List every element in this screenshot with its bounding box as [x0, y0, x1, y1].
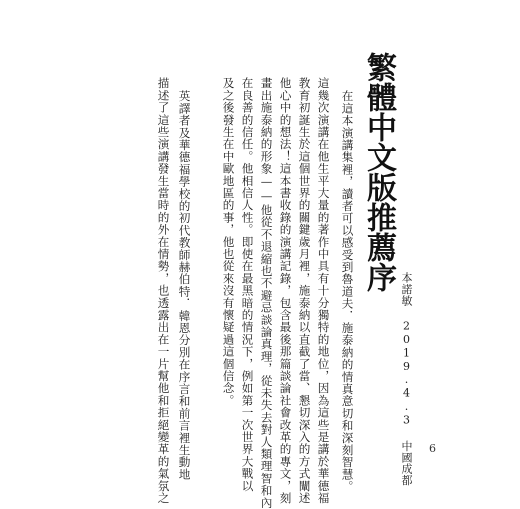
paragraph-line-5: 畫出施泰納的形象——他從不退縮也不避忌談論真理，從未失去對人類理智和內 [259, 77, 274, 509]
paragraph-line-2: 這幾次演講在他生平大量的著作中具有十分獨特的地位，因為這些是講於華德福 [316, 77, 331, 504]
paragraph-line-9: 描述了這些演講發生當時的外在情勢，也透露出在一片幫他和拒絕變革的氣氛之 [156, 77, 171, 504]
paragraph-line-7: 及之後發生在中歐地區的事，他也從來沒有懷疑過這個信念。 [221, 77, 236, 407]
paragraph-line-6: 在良善的信任。他相信人性。即使在最黑暗的情況下，例如第一次世界大戰以 [240, 77, 255, 492]
page-number: 6 [429, 442, 436, 455]
author-signature: 本諾敏 2019.4.3 中國成都 [400, 272, 413, 486]
paragraph-line-8: 英譯者及華德福學校的初代教師赫伯特．韓恩分別在序言和前言裡生動地 [177, 90, 192, 481]
page-title: 繁體中文版推薦序 [361, 52, 396, 292]
paragraph-line-3: 教育初誕生於這個世界的關鍵歲月裡，施泰納以直截了當、懇切深入的方式闡述 [297, 77, 312, 504]
paragraph-line-1: 在這本演講集裡，讀者可以感受到魯道夫．施泰納的情真意切和深刻智慧。 [340, 90, 355, 493]
paragraph-line-4: 他心中的想法！這本書收錄的演講記錄，包含最後那篇談論社會改革的專文，刻 [278, 77, 293, 504]
